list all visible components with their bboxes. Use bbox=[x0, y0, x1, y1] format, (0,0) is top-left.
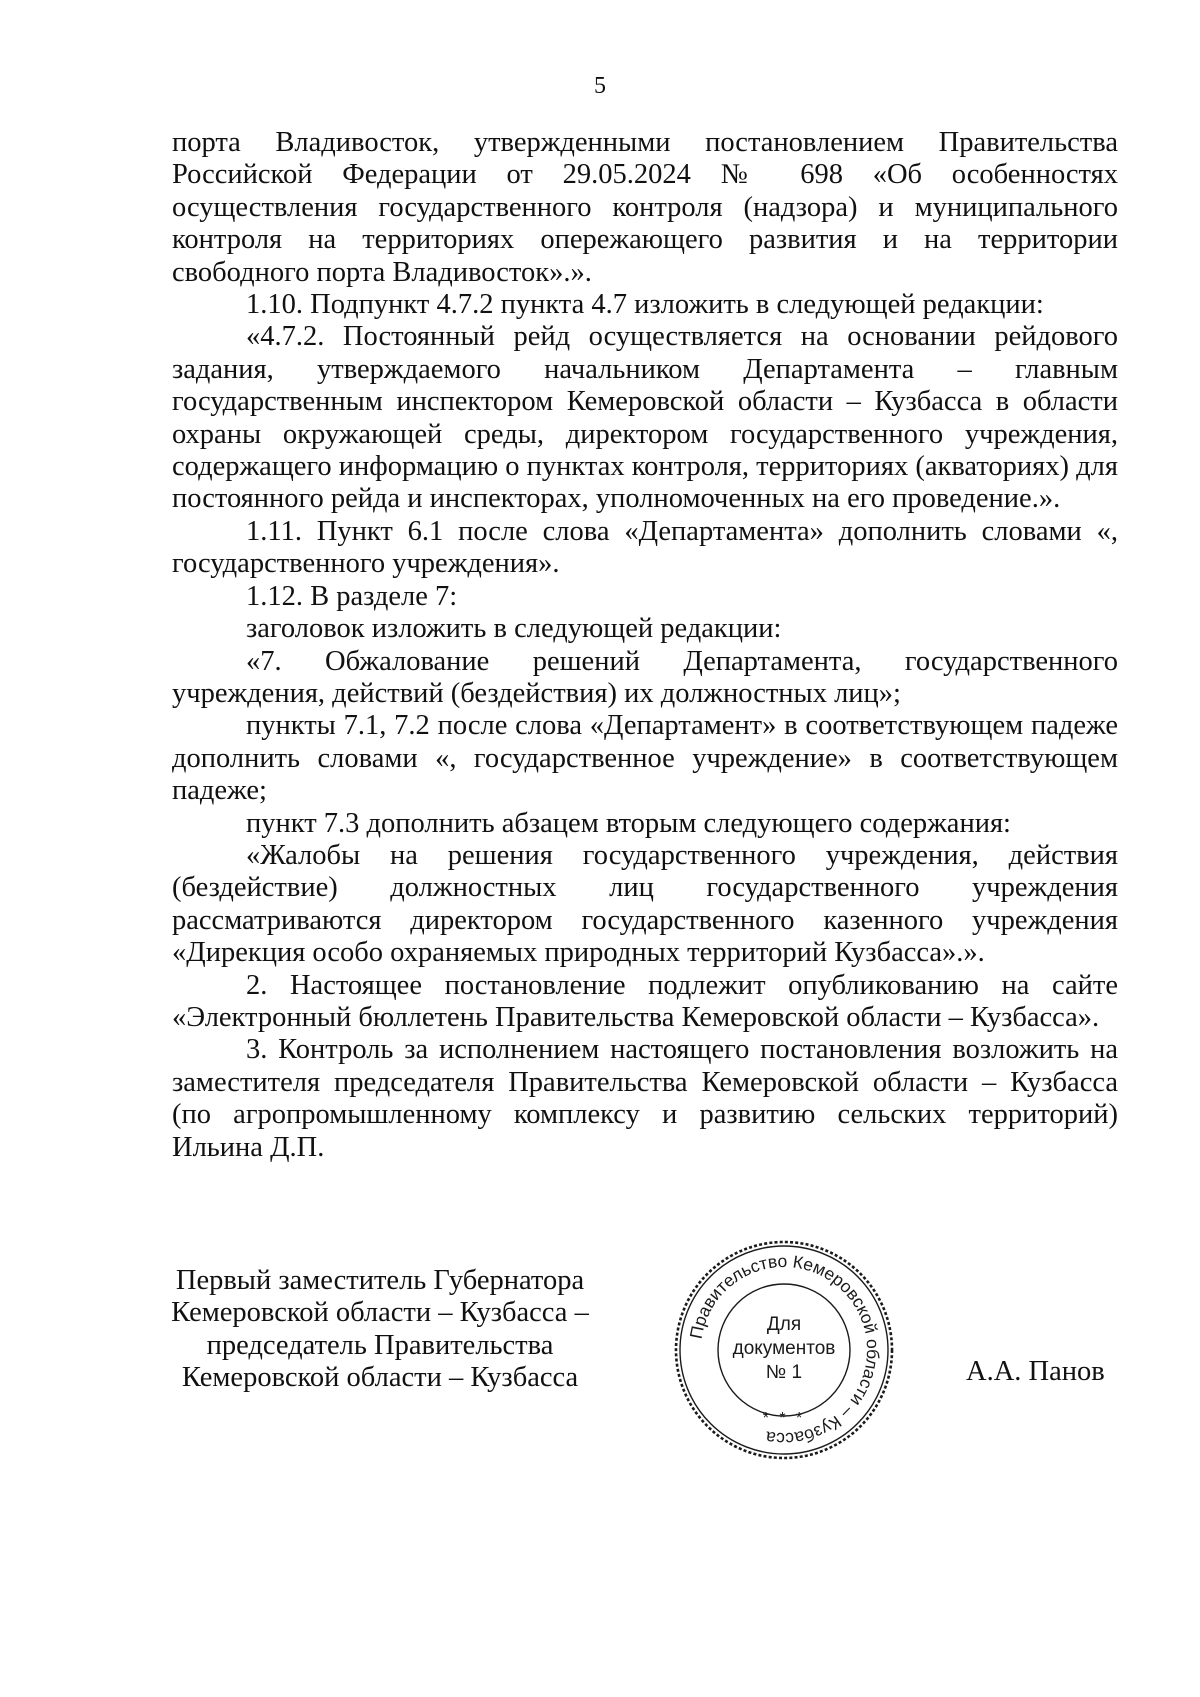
document-body bbox=[172, 127, 1118, 1164]
signatory-position-line: Кемеровской области – Кузбасса bbox=[181, 1362, 579, 1394]
signatory-position-line: председатель Правительства bbox=[206, 1329, 554, 1361]
paragraph-quote-section-7: «7. Обжалование решений Департамента, государственного учреждения, действий (бездействия) их должностных лиц»; bbox=[172, 645, 1118, 709]
signatory-position-line: Кемеровской области – Кузбасса – bbox=[171, 1297, 589, 1329]
paragraph-item-3: 3. Контроль за исполнением настоящего постановления возложить на заместителя председателя Правительства Кемеровской области – Кузбасса (по агропромышленному комплексу и развитию сельских территорий) Ильина Д.П. bbox=[172, 1034, 1118, 1163]
signatory-position bbox=[160, 1265, 600, 1395]
paragraph-continuation: порта Владивосток, утвержденными постановлением Правительства Российской Федерации от 29.05.2024 № 698 «Об особенностях осуществления государственного контроля (надзора) и муниципального контроля на территориях опережающего развития и на территории свободного порта Владивосток».». bbox=[172, 127, 1118, 288]
paragraph-quote-4-7-2: «4.7.2. Постоянный рейд осуществляется на основании рейдового задания, утверждаемого начальником Департамента – главным государственным инспектором Кемеровской области – Кузбасса в области охраны окружающей среды, директором государственного учреждения, содержащего информацию о пунктах контроля, территориях (акваториях) для постоянного рейда и инспекторах, уполномоченных на его проведение.». bbox=[172, 321, 1118, 515]
signatory-position-line: Первый заместитель Губернатора bbox=[175, 1265, 585, 1296]
seal-center-line: документов bbox=[732, 1338, 836, 1359]
seal-center-line: № 1 bbox=[765, 1362, 803, 1383]
page-number: 5 bbox=[594, 73, 606, 99]
paragraph-item-1-10: 1.10. Подпункт 4.7.2 пункта 4.7 изложить в следующей редакции: bbox=[246, 289, 1044, 321]
paragraph-item-7-3: пункт 7.3 дополнить абзацем вторым следующего содержания: bbox=[246, 807, 1011, 839]
official-seal bbox=[671, 1237, 897, 1463]
paragraph-items-7-1-7-2: пункты 7.1, 7.2 после слова «Департамент» в соответствующем падеже дополнить словами «, государственное учреждение» в соответствующем падеже; bbox=[172, 710, 1118, 807]
paragraph-item-1-11: 1.11. Пункт 6.1 после слова «Департамента» дополнить словами «, государственного учреждения». bbox=[172, 515, 1118, 580]
signatory-name: А.А. Панов bbox=[966, 1356, 1105, 1387]
paragraph-item-1-12: 1.12. В разделе 7: bbox=[246, 580, 458, 612]
paragraph-heading-change: заголовок изложить в следующей редакции: bbox=[246, 613, 782, 645]
paragraph-quote-complaints: «Жалобы на решения государственного учреждения, действия (бездействие) должностных лиц государственного учреждения рассматриваются директором государственного казенного учреждения «Дирекция особо охраняемых природных территорий Кузбасса».». bbox=[172, 839, 1118, 969]
seal-ring-text: Правительство Кемеровской области – Кузбасса bbox=[685, 1250, 884, 1450]
seal-bottom-mark: * * * bbox=[762, 1410, 806, 1427]
paragraph-item-2: 2. Настоящее постановление подлежит опубликованию на сайте «Электронный бюллетень Правительства Кемеровской области – Кузбасса». bbox=[172, 969, 1118, 1033]
seal-center-line: Для bbox=[766, 1314, 802, 1335]
